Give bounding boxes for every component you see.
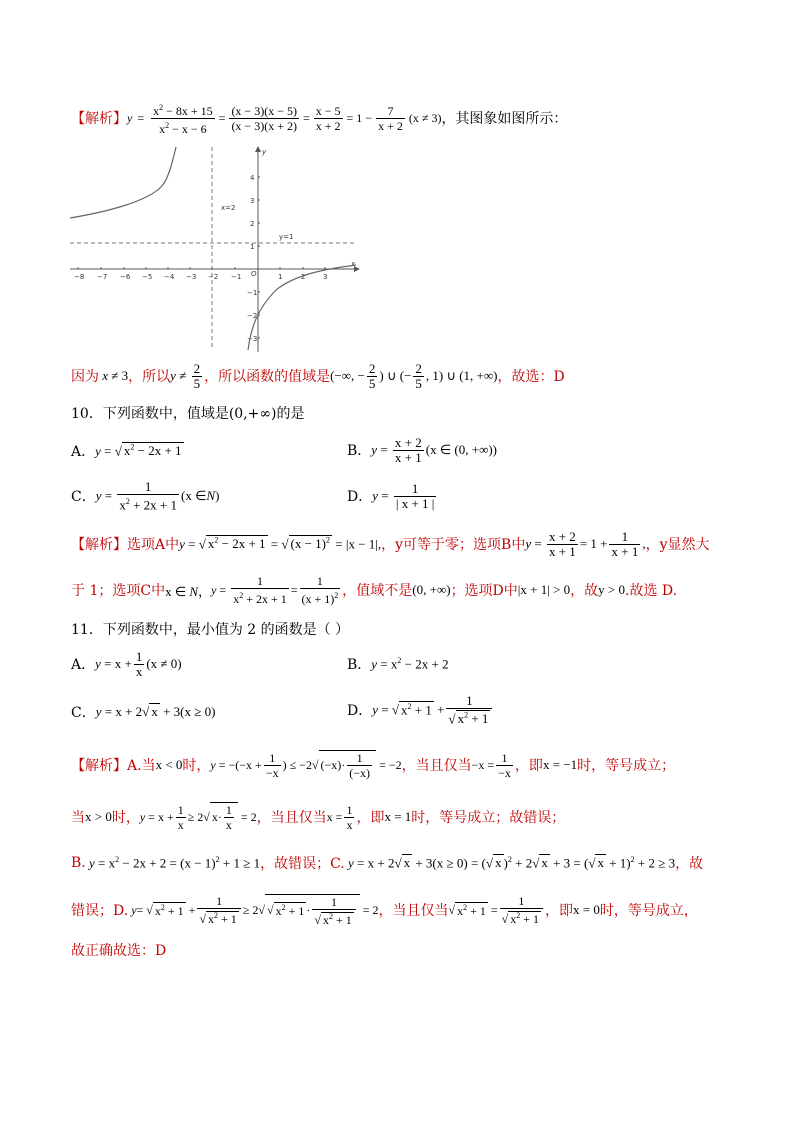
q9-conclusion-text: ，所以 (128, 369, 171, 385)
horizontal-asymptote-label: y=1 (279, 233, 294, 241)
q11-solution-line1: 【解析】 A.当 x < 0 时， y = −(−x + $\frac{1}{-x}$ ) ≤ −2√ (−x)· $\frac{1}{(-x)}$ = −2 ，当且仅当 −x = $\frac{1}{-x}$ ，即 x = −1 时，等号成立； (71, 750, 676, 780)
x-tick-label: −8 (74, 273, 85, 281)
x-tick-label: 1 (278, 273, 283, 281)
q9-line1-suffix: ，其图象如图所示： (441, 111, 568, 127)
x-tick-label: −6 (120, 273, 131, 281)
y-tick-label: 4 (250, 174, 255, 182)
y-axis-label: y (262, 148, 267, 156)
q11-solution-line2: 当 x > 0 时， y = x + $\frac{1}{x}$ ≥ 2√ x· $\frac{1}{x}$ = 2 ，当且仅当 x = $\frac{1}{x}$ ，即 x = 1 时，等号成立；故错误； (71, 802, 566, 832)
q9-conclusion-text: 因为 (71, 369, 99, 385)
x-tick-label: 3 (323, 273, 328, 281)
q9-conclusion-text: ，所以函数的值域是 (204, 369, 331, 385)
q11-option-d[interactable]: D． y = √ $x^2 + 1$ + $\frac{1}{√ x^2 + 1}$ (347, 692, 494, 728)
q9-conclusion: 因为 x ≠ 3 ，所以 y ≠ $\frac{2}{5}$ ，所以函数的值域是 (−∞, − $\frac{2}{5}$ ) ∪ (− $\frac{2}{5}$ , 1) ∪ (1, +∞) ，故选：D (71, 360, 565, 391)
y-tick-label: −2 (247, 312, 258, 320)
q11-stem: 11．下列函数中，最小值为 2 的函数是（ ） (71, 622, 350, 638)
q11-solution-line5: 故正确故选：D (71, 943, 167, 959)
function-graph (66, 142, 362, 354)
q11-option-b[interactable]: B． $y = x^2 - 2x + 2$ (347, 655, 449, 673)
x-axis-label: x (351, 260, 356, 268)
q11-option-c[interactable]: C． y = x + 2√ x + 3(x ≥ 0) (71, 704, 216, 721)
q9-formula: y = $\frac{x^2 - 8x + 15}{x^2 - x - 6}$ = $\frac{(x - 3)(x - 5)}{(x - 3)(x + 2)}$ = $\frac{x - 5}{x + 2}$ = 1 − $\frac{7}{x + 2}$ (x ≠ 3) (127, 102, 442, 136)
x-tick-label: −4 (164, 273, 175, 281)
vertical-asymptote-label: x=2 (221, 204, 236, 212)
x-tick-label: −3 (186, 273, 197, 281)
x-tick-label: −7 (97, 273, 108, 281)
q11-solution-line4: 错误；D. y = √ $x^2 + 1$ + $\frac{1}{√ x^2 + 1}$ ≥ 2√ √ $x^2 + 1$ · $\frac{1}{√ x^2 + 1}$ = 2 ，当且仅当 √ $x^2 + 1$ = $\frac{1}{√ x^2 + 1}$ ，即 x = 0 时，等号成立， (71, 894, 698, 927)
y-tick-label: −1 (247, 289, 258, 297)
q11-solution-line3: B. $y = x^2 - 2x + 2 = (x - 1)^2 + 1 \ge 1$ ，故错误；C. y = x + 2√ x + 3(x ≥ 0) = (√ x )$^2$ + 2√ x + 3 = (√ x + 1)$^2$ + 2 ≥ 3 ，故 (71, 854, 704, 872)
q9-analysis-line (71, 100, 567, 136)
x-tick-label: −2 (208, 273, 219, 281)
left-branch-curve (70, 147, 176, 218)
q10-option-a[interactable]: A． y = √ $x^2 - 2x + 1$ (71, 442, 182, 460)
q10-option-c[interactable]: C． y = $\frac{1}{x^2 + 2x + 1}$ (x ∈ N ) (71, 478, 220, 513)
q9-conclusion-text: ，故选：D (497, 369, 565, 385)
y-tick-label: 2 (250, 220, 255, 228)
x-tick-label: −1 (231, 273, 242, 281)
q11-option-a[interactable]: A． y = x + $\frac{1}{x}$ (x ≠ 0) (71, 648, 182, 679)
x-tick-label: 2 (301, 273, 306, 281)
q10-stem: 10．下列函数中，值域是(0,+∞)的是 (71, 406, 305, 422)
analysis-label: 【解析】 (71, 111, 127, 127)
y-tick-label: 3 (250, 197, 255, 205)
q10-solution-line2: 于 1；选项C中 x ∈ N， y = $\frac{1}{x^2 + 2x + 1}$ = $\frac{1}{(x + 1)^2}$ ，值域不是 (0, +∞) ；选项D中 |x + 1| > 0 ，故 y > 0 .故选 D. (71, 574, 678, 606)
q10-option-b[interactable]: B． y = $\frac{x + 2}{x + 1}$ (x ∈ (0, +∞)) (347, 434, 498, 465)
x-tick-label: −5 (142, 273, 153, 281)
q10-option-d[interactable]: D． y = $\frac{1}{| x + 1 |}$ (347, 480, 435, 511)
q10-solution-line1: 【解析】 选项A中 y = √ $x^2 - 2x + 1$ = √ $(x - 1)^2 = |x - 1|$, ，y可等于零；选项B中 y = $\frac{x + 2}{x + 1}$ = 1 + $\frac{1}{x + 1}$ , ，y显然大 (71, 528, 710, 559)
y-tick-label: −3 (247, 335, 258, 343)
origin-label: O (251, 270, 257, 278)
y-tick-label: 1 (250, 243, 255, 251)
